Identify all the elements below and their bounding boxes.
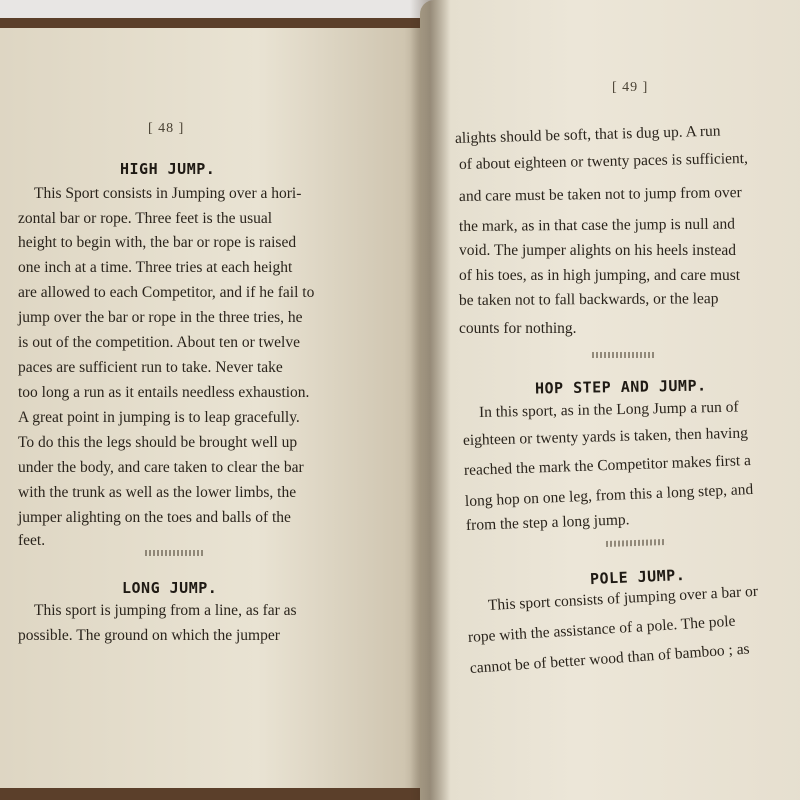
high-jump-heading: HIGH JUMP. <box>120 160 216 178</box>
high-jump-line: zontal bar or rope. Three feet is the usual <box>18 210 273 227</box>
continuation-line: of his toes, as in high jumping, and care must <box>459 267 741 284</box>
left-page <box>0 28 431 788</box>
high-jump-line: are allowed to each Competitor, and if he fail to <box>18 284 315 301</box>
high-jump-line: is out of the competition. About ten or twelve <box>18 334 300 351</box>
continuation-line: counts for nothing. <box>459 320 577 337</box>
right-page-number: [ 49 ] <box>612 80 649 95</box>
hop-step-jump-line: reached the mark the Competitor makes first a <box>463 451 752 479</box>
right-page <box>420 0 800 800</box>
high-jump-line: under the body, and care taken to clear the bar <box>18 459 304 476</box>
continuation-line: the mark, as in that case the jump is null and <box>458 215 735 235</box>
high-jump-line: jumper alighting on the toes and balls of the <box>18 509 291 526</box>
continuation-line: alights should be soft, that is dug up. A run <box>454 122 721 147</box>
continuation-line: of about eighteen or twenty paces is sufficient, <box>458 149 749 173</box>
continuation-line: be taken not to fall backwards, or the leap <box>458 290 719 309</box>
section-divider <box>592 352 654 358</box>
high-jump-line: jump over the bar or rope in the three tries, he <box>18 309 303 326</box>
hop-step-jump-line: In this sport, as in the Long Jump a run of <box>478 398 739 421</box>
continuation-line: void. The jumper alights on his heels instead <box>459 242 736 259</box>
book-gutter <box>410 0 450 800</box>
pole-jump-line: This sport consists of jumping over a bar or <box>487 582 759 614</box>
high-jump-line: A great point in jumping is to leap gracefully. <box>18 409 300 426</box>
high-jump-line: height to begin with, the bar or rope is raised <box>18 234 297 251</box>
pole-jump-line: cannot be of better wood than of bamboo ; as <box>469 640 751 677</box>
left-page-number: [ 48 ] <box>148 121 185 136</box>
hop-step-jump-line: from the step a long jump. <box>465 511 630 534</box>
long-jump-heading: LONG JUMP. <box>122 579 218 597</box>
high-jump-line: paces are sufficient run to take. Never take <box>18 359 283 376</box>
high-jump-line: one inch at a time. Three tries at each height <box>18 259 293 276</box>
hop-step-jump-line: eighteen or twenty yards is taken, then having <box>462 424 749 449</box>
section-divider <box>145 550 205 556</box>
high-jump-line: To do this the legs should be brought well up <box>18 434 298 451</box>
high-jump-line: too long a run as it entails needless exhaustion. <box>18 384 310 401</box>
pole-jump-heading: POLE JUMP. <box>589 565 686 589</box>
high-jump-line: This Sport consists in Jumping over a hori- <box>34 185 302 202</box>
continuation-line: and care must be taken not to jump from over <box>458 184 742 205</box>
long-jump-line: possible. The ground on which the jumper <box>18 627 280 644</box>
hop-step-jump-line: long hop on one leg, from this a long step, and <box>464 480 754 510</box>
high-jump-line: feet. <box>18 532 46 549</box>
long-jump-line: This sport is jumping from a line, as far as <box>34 602 297 619</box>
high-jump-line: with the trunk as well as the lower limbs, the <box>18 484 297 501</box>
hop-step-jump-heading: HOP STEP AND JUMP. <box>534 376 707 398</box>
pole-jump-line: rope with the assistance of a pole. The pole <box>467 612 736 646</box>
